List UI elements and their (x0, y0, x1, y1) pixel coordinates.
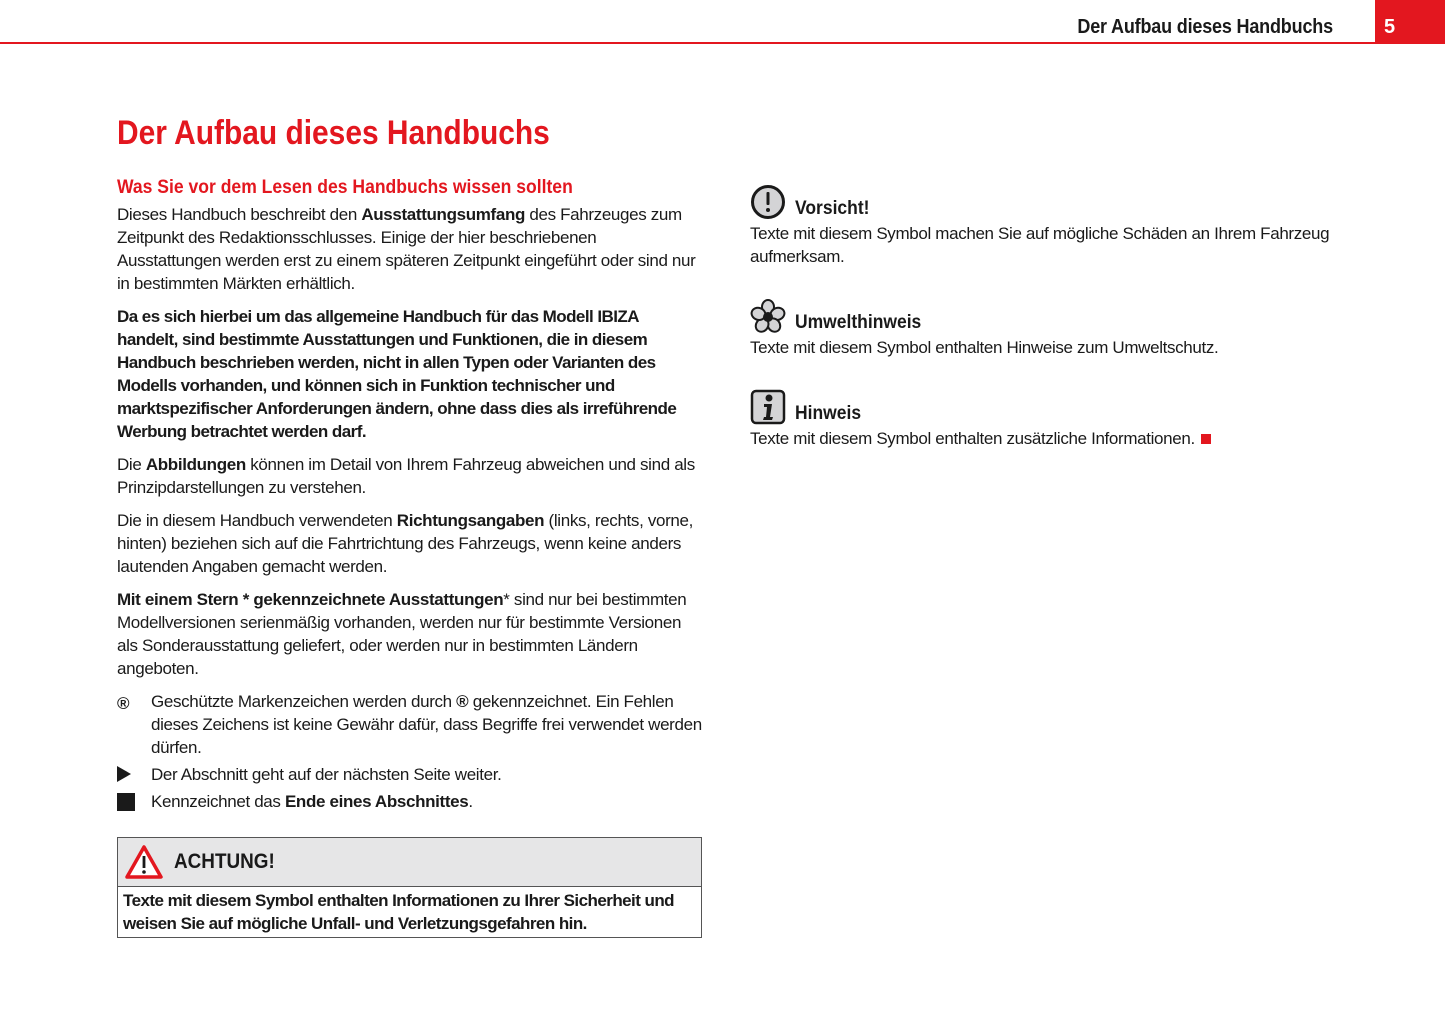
note-info (750, 385, 1350, 450)
right-column (750, 180, 1350, 476)
paragraph-illustrations (117, 453, 702, 499)
warning-text: Texte mit diesem Symbol enthalten Informationen zu Ihrer Sicherheit und weisen Sie auf mögliche Unfall- und Verletzungsgefahren hin. (123, 891, 675, 933)
emphasis: Richtungsangaben (396, 511, 545, 530)
text: gekennzeichnet. Ein Fehlen dieses Zeichens ist keine Gewähr dafür, dass Begriffe frei verwendet werden dürfen. (151, 692, 702, 757)
note-text: Texte mit diesem Symbol machen Sie auf mögliche Schäden an Ihrem Fahrzeug aufmerksam. (750, 224, 1330, 266)
page-number-tab (1375, 0, 1445, 44)
note-text (750, 427, 1350, 450)
note-header (750, 294, 1350, 334)
warning-title: ACHTUNG! (174, 850, 275, 873)
header-rule (0, 42, 1375, 44)
note-caution (750, 180, 1350, 268)
text: * sind nur bei bestimmten Modellversionen serienmäßig vorhanden, werden nur für bestimmte Versionen als Sonderausstattung geliefert, oder werden nur in bestimmten Ländern angeboten. (117, 590, 687, 678)
running-header (0, 0, 1445, 44)
environment-flower-icon (750, 298, 786, 334)
running-title: Der Aufbau dieses Handbuchs (1077, 16, 1333, 38)
note-header (750, 385, 1350, 425)
note-title: Umwelthinweis (795, 312, 922, 333)
warning-triangle-icon (124, 844, 164, 880)
warning-header (118, 838, 701, 887)
paragraph-directions (117, 509, 702, 578)
legend-text: Der Abschnitt geht auf der nächsten Seite weiter. (151, 765, 502, 784)
symbol-legend (117, 690, 702, 813)
page-number: 5 (1384, 16, 1396, 38)
symbol-glyph: ® (117, 694, 130, 713)
note-text: Texte mit diesem Symbol enthalten Hinweise zum Umweltschutz. (750, 338, 1219, 357)
paragraph-ibiza-disclaimer: Da es sich hierbei um das allgemeine Handbuch für das Modell IBIZA handelt, sind bestimmte Ausstattungen und Funktionen, die in diesem Handbuch beschrieben werden, nicht in allen Typen oder Varianten des Modells vorhanden, und können sich in Funktion technischer und marktspezifischer Anforderungen ändern, ohne dass dies als irreführende Werbung betrachtet werden darf. (117, 307, 677, 441)
section-end-icon (1201, 434, 1211, 444)
caution-exclamation-icon (750, 184, 786, 220)
text: des Fahrzeuges zum Zeitpunkt des Redaktionsschlusses. Einige der hier beschriebenen Ausstattungen werden erst zu einem späteren Zeitpunkt eingeführt oder sind nur in bestimmten Märkten erhältlich. (117, 205, 696, 293)
legend-item (117, 763, 702, 786)
paragraph-star-equipment (117, 588, 702, 680)
warning-box (117, 837, 702, 938)
legend-text (151, 790, 702, 813)
note-header (750, 180, 1350, 220)
note-title: Vorsicht! (795, 198, 870, 219)
emphasis: Abbildungen (145, 455, 246, 474)
section-heading: Was Sie vor dem Lesen des Handbuchs wissen sollten (117, 176, 573, 198)
info-icon (750, 389, 786, 425)
text: Die (117, 455, 146, 474)
emphasis: Ende eines Abschnittes (284, 792, 469, 811)
registered-trademark-icon (117, 690, 151, 759)
text: Geschützte Markenzeichen werden durch (151, 692, 457, 711)
paragraph-equipment-scope (117, 203, 702, 295)
text: Die in diesem Handbuch verwendeten (117, 511, 397, 530)
note-title: Hinweis (795, 403, 862, 424)
emphasis: ® (456, 692, 469, 711)
legend-text (151, 690, 702, 759)
text: (links, rechts, vorne, hinten) beziehen sich auf die Fahrtrichtung des Fahrzeugs, wenn keine anders lautenden Angaben gemacht werden. (117, 511, 693, 576)
left-column (117, 176, 702, 817)
legend-item (117, 790, 702, 813)
black-square-icon (117, 790, 151, 813)
note-environment (750, 294, 1350, 359)
text: können im Detail von Ihrem Fahrzeug abweichen und sind als Prinzipdarstellungen zu verstehen. (117, 455, 695, 497)
triangle-right-icon (117, 763, 151, 786)
emphasis: Ausstattungsumfang (361, 205, 526, 224)
page-title: Der Aufbau dieses Handbuchs (117, 114, 550, 152)
text: Dieses Handbuch beschreibt den (117, 205, 362, 224)
text: Texte mit diesem Symbol enthalten zusätzliche Informationen. (750, 429, 1195, 448)
emphasis: Mit einem Stern * gekennzeichnete Ausstattungen (117, 590, 504, 609)
text: Kennzeichnet das (151, 792, 285, 811)
text: . (468, 792, 473, 811)
legend-item (117, 690, 702, 759)
